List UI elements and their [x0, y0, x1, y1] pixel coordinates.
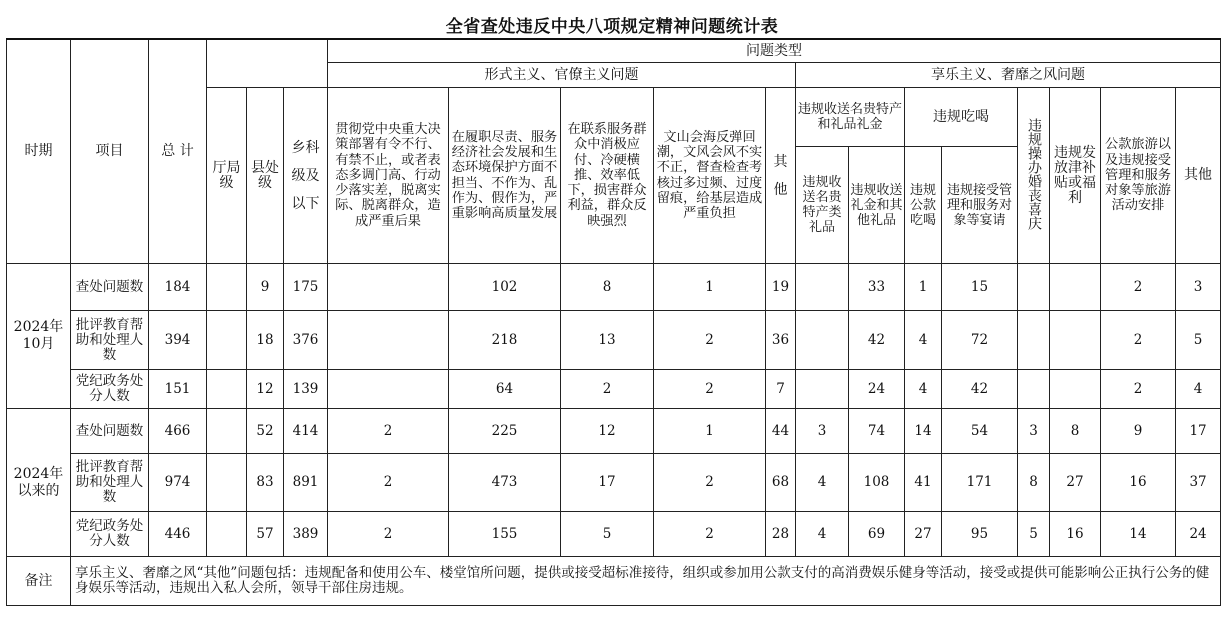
- level-ting-header: 厅局级: [207, 88, 247, 264]
- cell-f4: 2: [654, 454, 766, 512]
- cell-eat2: 95: [942, 512, 1018, 557]
- cell-xiang: 376: [284, 311, 328, 370]
- cell-f2: 155: [449, 512, 561, 557]
- cell-travel: 16: [1101, 454, 1176, 512]
- cell-total: 184: [149, 264, 207, 311]
- cell-f-other: 28: [766, 512, 796, 557]
- cell-total: 394: [149, 311, 207, 370]
- hedonism-other-header: 其他: [1176, 88, 1221, 264]
- cell-f2: 64: [449, 370, 561, 409]
- cell-h-other: 17: [1176, 409, 1221, 454]
- cell-xian: 52: [247, 409, 284, 454]
- cell-f4: 1: [654, 409, 766, 454]
- eat-group-header: 违规吃喝: [905, 88, 1018, 147]
- cell-gift1: 4: [796, 454, 849, 512]
- table-row: [7, 264, 1221, 311]
- cell-ting: [207, 370, 247, 409]
- cell-eat1: 41: [905, 454, 942, 512]
- cell-gift1: [796, 311, 849, 370]
- level-xiang-header: 乡科级及以下: [284, 88, 328, 264]
- table-row: [7, 409, 1221, 454]
- note-text: 享乐主义、奢靡之风“其他”问题包括：违规配备和使用公车、楼堂馆所问题，提供或接受超标准接待，组织或参加用公款支付的高消费娱乐健身等活动，接受或提供可能影响公正执行公务的健身娱乐等活动，违规出入私人会所，领导干部住房违规。: [71, 557, 1221, 606]
- cell-ting: [207, 311, 247, 370]
- cell-wedding: 3: [1018, 409, 1050, 454]
- gift-2-header: 违规收送礼金和其他礼品: [849, 147, 905, 264]
- hedonism-group-header: 享乐主义、奢靡之风问题: [796, 63, 1221, 88]
- row-item: 党纪政务处分人数: [71, 370, 149, 409]
- cell-gift1: [796, 264, 849, 311]
- cell-gift2: 108: [849, 454, 905, 512]
- cell-ting: [207, 454, 247, 512]
- gift-1-header: 违规收送名贵特产类礼品: [796, 147, 849, 264]
- formalism-col-4-header: 文山会海反弹回潮，文风会风不实不正，督查检查考核过多过频、过度留痕，给基层造成严重负担: [654, 88, 766, 264]
- item-header: 项目: [71, 39, 149, 264]
- cell-f2: 102: [449, 264, 561, 311]
- cell-f2: 473: [449, 454, 561, 512]
- cell-xiang: 389: [284, 512, 328, 557]
- cell-gift1: [796, 370, 849, 409]
- wedding-header-text: 违规操办婚丧喜庆: [1026, 117, 1042, 230]
- cell-f3: 13: [561, 311, 654, 370]
- cell-subsidy: 27: [1050, 454, 1101, 512]
- cell-eat1: 4: [905, 311, 942, 370]
- formalism-other-header: 其他: [766, 88, 796, 264]
- cell-f2: 225: [449, 409, 561, 454]
- table-row: [7, 311, 1221, 370]
- cell-eat2: 42: [942, 370, 1018, 409]
- cell-f1: [328, 264, 449, 311]
- cell-f2: 218: [449, 311, 561, 370]
- cell-h-other: 3: [1176, 264, 1221, 311]
- cell-ting: [207, 512, 247, 557]
- statistics-table: [6, 38, 1221, 606]
- row-item: 查处问题数: [71, 264, 149, 311]
- cell-gift2: 42: [849, 311, 905, 370]
- cell-total: 151: [149, 370, 207, 409]
- cell-total: 466: [149, 409, 207, 454]
- cell-wedding: [1018, 311, 1050, 370]
- level-header-blank: [207, 39, 328, 88]
- period-label: 2024年以来的: [7, 409, 71, 557]
- row-item: 批评教育帮助和处理人数: [71, 311, 149, 370]
- cell-wedding: [1018, 264, 1050, 311]
- cell-h-other: 4: [1176, 370, 1221, 409]
- formalism-col-2-header: 在履职尽责、服务经济社会发展和生态环境保护方面不担当、不作为、乱作为、假作为，严重影响高质量发展: [449, 88, 561, 264]
- cell-h-other: 37: [1176, 454, 1221, 512]
- cell-travel: 9: [1101, 409, 1176, 454]
- cell-gift1: 3: [796, 409, 849, 454]
- wedding-header: [1018, 88, 1050, 264]
- cell-gift1: 4: [796, 512, 849, 557]
- total-header: 总 计: [149, 39, 207, 264]
- cell-xian: 83: [247, 454, 284, 512]
- cell-total: 974: [149, 454, 207, 512]
- level-xian-header: 县处级: [247, 88, 284, 264]
- cell-travel: 2: [1101, 370, 1176, 409]
- cell-eat2: 171: [942, 454, 1018, 512]
- cell-ting: [207, 264, 247, 311]
- cell-f3: 8: [561, 264, 654, 311]
- cell-f-other: 68: [766, 454, 796, 512]
- cell-subsidy: [1050, 264, 1101, 311]
- cell-eat2: 15: [942, 264, 1018, 311]
- eat-1-header: 违规公款吃喝: [905, 147, 942, 264]
- cell-wedding: 8: [1018, 454, 1050, 512]
- eat-2-header: 违规接受管理和服务对象等宴请: [942, 147, 1018, 264]
- cell-xian: 18: [247, 311, 284, 370]
- cell-travel: 2: [1101, 264, 1176, 311]
- cell-xiang: 175: [284, 264, 328, 311]
- cell-eat2: 54: [942, 409, 1018, 454]
- cell-subsidy: [1050, 311, 1101, 370]
- cell-f1: 2: [328, 454, 449, 512]
- subsidy-header: 违规发放津补贴或福利: [1050, 88, 1101, 264]
- period-header: 时期: [7, 39, 71, 264]
- cell-gift2: 33: [849, 264, 905, 311]
- cell-f4: 2: [654, 311, 766, 370]
- cell-f3: 12: [561, 409, 654, 454]
- cell-h-other: 5: [1176, 311, 1221, 370]
- formalism-col-1-header: 贯彻党中央重大决策部署有令不行、有禁不止，或者表态多调门高、行动少落实差，脱离实际、脱离群众，造成严重后果: [328, 88, 449, 264]
- row-item: 党纪政务处分人数: [71, 512, 149, 557]
- cell-total: 446: [149, 512, 207, 557]
- table-row: [7, 512, 1221, 557]
- period-label: 2024年10月: [7, 264, 71, 409]
- cell-f3: 17: [561, 454, 654, 512]
- table-title: 全省查处违反中央八项规定精神问题统计表: [445, 17, 779, 37]
- cell-xiang: 891: [284, 454, 328, 512]
- cell-wedding: [1018, 370, 1050, 409]
- row-item: 批评教育帮助和处理人数: [71, 454, 149, 512]
- formalism-col-3-header: 在联系服务群众中消极应付、冷硬横推、效率低下，损害群众利益，群众反映强烈: [561, 88, 654, 264]
- row-item: 查处问题数: [71, 409, 149, 454]
- cell-f-other: 44: [766, 409, 796, 454]
- table-row: [7, 454, 1221, 512]
- cell-xiang: 139: [284, 370, 328, 409]
- cell-f-other: 19: [766, 264, 796, 311]
- cell-eat1: 4: [905, 370, 942, 409]
- cell-f3: 2: [561, 370, 654, 409]
- note-row: [7, 557, 1221, 606]
- cell-eat1: 27: [905, 512, 942, 557]
- cell-subsidy: 16: [1050, 512, 1101, 557]
- cell-gift2: 24: [849, 370, 905, 409]
- cell-gift2: 74: [849, 409, 905, 454]
- cell-travel: 14: [1101, 512, 1176, 557]
- cell-wedding: 5: [1018, 512, 1050, 557]
- cell-f-other: 7: [766, 370, 796, 409]
- cell-xian: 12: [247, 370, 284, 409]
- cell-f1: 2: [328, 409, 449, 454]
- cell-xian: 57: [247, 512, 284, 557]
- cell-eat1: 1: [905, 264, 942, 311]
- cell-xiang: 414: [284, 409, 328, 454]
- formalism-group-header: 形式主义、官僚主义问题: [328, 63, 796, 88]
- cell-f4: 2: [654, 370, 766, 409]
- cell-f4: 2: [654, 512, 766, 557]
- cell-eat2: 72: [942, 311, 1018, 370]
- note-label: 备注: [7, 557, 71, 606]
- problem-type-header: 问题类型: [328, 39, 1221, 63]
- cell-h-other: 24: [1176, 512, 1221, 557]
- cell-f-other: 36: [766, 311, 796, 370]
- cell-travel: 2: [1101, 311, 1176, 370]
- travel-header: 公款旅游以及违规接受管理和服务对象等旅游活动安排: [1101, 88, 1176, 264]
- gift-group-header: 违规收送名贵特产和礼品礼金: [796, 88, 905, 147]
- cell-f3: 5: [561, 512, 654, 557]
- cell-ting: [207, 409, 247, 454]
- cell-subsidy: 8: [1050, 409, 1101, 454]
- cell-f1: [328, 370, 449, 409]
- cell-f1: [328, 311, 449, 370]
- cell-f4: 1: [654, 264, 766, 311]
- table-row: [7, 370, 1221, 409]
- cell-xian: 9: [247, 264, 284, 311]
- cell-gift2: 69: [849, 512, 905, 557]
- cell-subsidy: [1050, 370, 1101, 409]
- cell-eat1: 14: [905, 409, 942, 454]
- cell-f1: 2: [328, 512, 449, 557]
